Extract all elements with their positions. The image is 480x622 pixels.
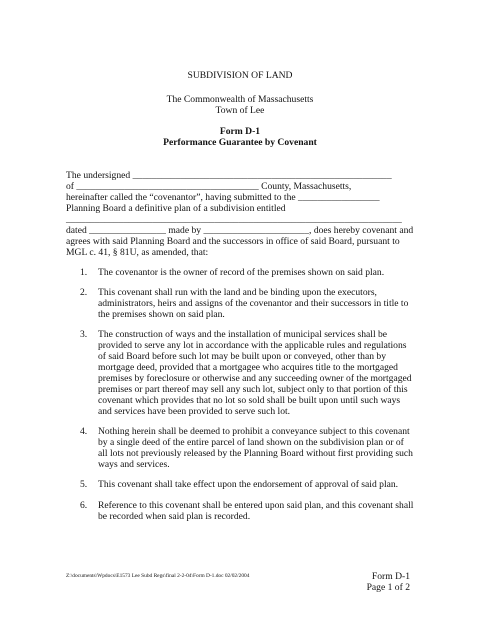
footer-form-label: Form D-1: [371, 571, 410, 582]
item-number: 5.: [80, 479, 88, 490]
item-line: by a single deed of the entire parcel of land shown on the subdivision plan or of: [98, 437, 404, 448]
form-id: Form D-1: [219, 126, 261, 137]
item-line: provided to serve any lot in accordance with the applicable rules and regulations: [98, 340, 407, 351]
item-line: covenant which provides that no lot so sold shall be built upon until such ways: [98, 395, 401, 406]
preamble-line: ______________________________________________________________________: [66, 214, 402, 225]
item-line: administrators, heirs and assigns of the covenantor and their successors in title to: [98, 298, 409, 309]
item-line: all lots not previously released by the Planning Board without first providing such: [98, 448, 413, 459]
item-line: The construction of ways and the installation of municipal services shall be: [98, 329, 388, 340]
footer-page-label: Page 1 of 2: [366, 582, 410, 593]
form-title: Performance Guarantee by Covenant: [163, 137, 317, 148]
preamble-line: dated ________________ made by ______________________, does hereby covenant and: [66, 225, 414, 236]
item-line: Nothing herein shall be deemed to prohibit a conveyance subject to this covenant: [98, 426, 410, 437]
item-line: premises by foreclosure or otherwise and any succeeding owner of the mortgaged: [98, 373, 412, 384]
item-number: 3.: [80, 329, 88, 340]
item-line: premises or part thereof may sell any such lot, subject only to that portion of this: [98, 384, 408, 395]
preamble-line: The undersigned ______________________________________________________: [66, 170, 392, 181]
item-line: ways and services.: [98, 459, 170, 470]
item-number: 2.: [80, 287, 88, 298]
item-line: of said Board before such lot may be built upon or conveyed, other than by: [98, 351, 387, 362]
commonwealth-name: The Commonwealth of Massachusetts: [166, 94, 314, 105]
preamble-line: of ______________________________________ County, Massachusetts,: [66, 181, 352, 192]
document-title: SUBDIVISION OF LAND: [187, 70, 293, 81]
item-number: 4.: [80, 426, 88, 437]
item-line: This covenant shall take effect upon the endorsement of approval of said plan.: [98, 479, 399, 490]
item-line: Reference to this covenant shall be entered upon said plan, and this covenant shall: [98, 500, 414, 511]
preamble-line: MGL c. 41, § 81U, as amended, that:: [66, 247, 209, 258]
item-line: This covenant shall run with the land and be binding upon the executors,: [98, 287, 377, 298]
preamble-line: hereinafter called the “covenantor”, having submitted to the _________________: [66, 192, 380, 203]
town-name: Town of Lee: [215, 105, 265, 116]
item-number: 6.: [80, 500, 88, 511]
item-line: mortgage deed, provided that a mortgagee who acquires title to the mortgaged: [98, 362, 398, 373]
item-line: and services have been provided to serve such lot.: [98, 406, 291, 417]
item-number: 1.: [80, 267, 88, 278]
item-line: be recorded when said plan is recorded.: [98, 511, 251, 522]
item-line: The covenantor is the owner of record of the premises shown on said plan.: [98, 267, 385, 278]
item-line: the premises shown on said plan.: [98, 309, 225, 320]
preamble-line: Planning Board a definitive plan of a subdivision entitled: [66, 203, 286, 214]
footer-file-path: Z:\documents\Wpdocs\E1573 Lee Subd Regs\final 2-2-04\Form D-1.doc 02/02/2004: [66, 573, 250, 579]
preamble-line: agrees with said Planning Board and the successors in office of said Board, pursuant to: [66, 236, 400, 247]
